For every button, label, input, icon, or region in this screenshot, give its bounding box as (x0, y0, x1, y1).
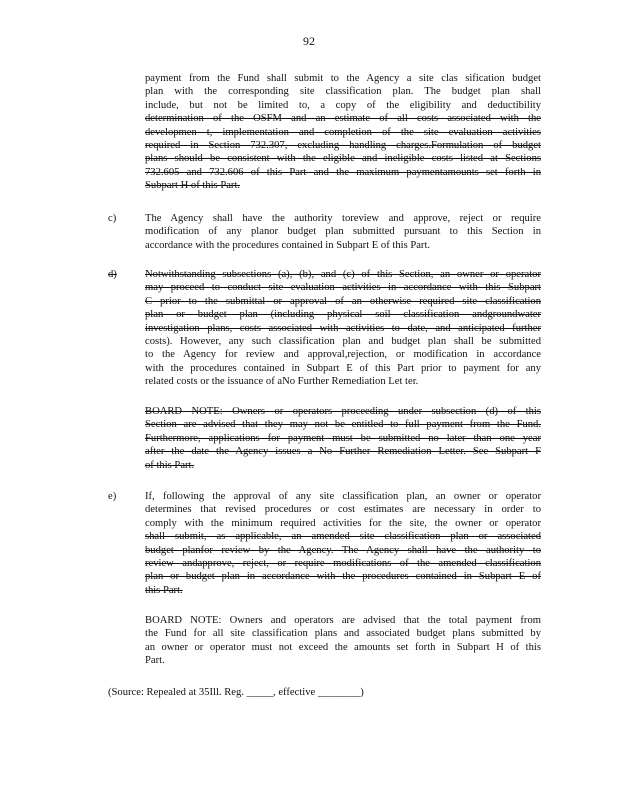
section-c-line: modification of any planor budget plan submitted pursuant to this Section in (145, 226, 541, 238)
section-d-board-note (145, 405, 541, 472)
section-c-line: The Agency shall have the authority toreview and approve, reject or require (145, 213, 541, 224)
intro-line: plan with the corresponding site classification plan. The budget plan shall (145, 86, 541, 98)
section-d-note-line: of this Part. (145, 459, 195, 471)
section-e-board-note (145, 614, 541, 668)
section-e-line: determines that revised procedures or cost estimates are necessary in order to (145, 504, 541, 516)
section-e-note-line: the Fund for all site classification plans and associated budget plans submitted by (145, 628, 541, 640)
section-d-line: costs). However, any such classification plan and budget plan shall be submitted (145, 336, 541, 348)
source-citation: (Source: Repealed at 35Ill. Reg. _____, effective ________) (108, 687, 364, 698)
section-d-struck-line: C prior to the submittal or approval of an otherwise required site classification (145, 295, 541, 307)
section-e-struck-line: shall submit, as applicable, an amended site classification plan or associated (145, 531, 541, 543)
section-e-line: comply with the minimum required activities for the site, the owner or operator (145, 517, 541, 529)
section-d-struck-line: investigation plans, costs associated with activities to date, and anticipated further (145, 322, 541, 334)
section-e-struck-line: budget planfor review by the Agency. The Agency shall have the authority to (145, 544, 541, 556)
section-d-note-line: after the date the Agency issues a No Further Remediation Letter. See Subpart F (145, 446, 541, 458)
intro-struck-line: 732.605 and 732.606 of this Part and the maximum paymentamounts set forth in (145, 166, 541, 178)
section-e-line: If, following the approval of any site classification plan, an owner or operator (145, 491, 541, 502)
intro-paragraph (145, 72, 541, 193)
section-c-line: accordance with the procedures contained in Subpart E of this Part. (145, 239, 431, 251)
section-c-paragraph (145, 212, 541, 252)
section-d-struck-line: Notwithstanding subsections (a), (b), and (c) of this Section, an owner or operator (145, 269, 541, 280)
intro-struck-line: required in Section 732.307, excluding handling charges.Formulation of budget (145, 140, 541, 152)
section-d-note-line: BOARD NOTE: Owners or operators proceeding under subsection (d) of this (145, 406, 541, 417)
section-c-marker: c) (108, 213, 117, 224)
section-e-note-line: an owner or operator must not exceed the amounts set forth in Subpart H of this (145, 641, 541, 653)
section-d-line: related costs or the issuance of aNo Further Remediation Let ter. (145, 376, 419, 388)
intro-struck-line: determination of the OSFM and an estimate of all costs associated with the (145, 113, 541, 125)
section-d-marker: d) (108, 269, 117, 280)
section-e-marker: e) (108, 491, 117, 502)
section-d-note-line: Furthermore, applications for payment must be submitted no later than one year (145, 432, 541, 444)
section-d-note-line: Section are advised that they may not be entitled to full payment from the Fund. (145, 419, 541, 431)
section-e-paragraph (145, 490, 541, 597)
section-e-struck-line: plan or budget plan in accordance with the procedures contained in Subpart E of (145, 571, 541, 583)
section-e-struck-line: review andapprove, reject, or require modifications of the amended classification (145, 558, 541, 570)
section-e-struck-line: this Part. (145, 584, 183, 596)
intro-struck-line: developmen t, implementation and completion of the site evaluation activities (145, 126, 541, 138)
section-d-struck-line: plan or budget plan (including physical soil classification andgroundwater (145, 309, 541, 321)
section-e-note-line: Part. (145, 655, 165, 667)
section-d-paragraph (145, 268, 541, 389)
section-d-line: with the procedures contained in Subpart E of this Part prior to payment for any (145, 362, 541, 374)
intro-struck-line: plans should be consistent with the eligible and ineligible costs listed at Sections (145, 153, 541, 165)
section-e-note-line: BOARD NOTE: Owners and operators are advised that the total payment from (145, 615, 541, 626)
section-d-line: to the Agency for review and approval,rejection, or modification in accordance (145, 349, 541, 361)
intro-line: payment from the Fund shall submit to the Agency a site clas sification budget (145, 73, 541, 84)
page-number: 92 (303, 34, 315, 48)
section-d-struck-line: may proceed to conduct site evaluation activities in accordance with this Subpart (145, 282, 541, 294)
intro-line: include, but not be limited to, a copy of the eligibility and deductibility (145, 99, 541, 111)
intro-struck-line: Subpart H of this Part. (145, 180, 241, 192)
